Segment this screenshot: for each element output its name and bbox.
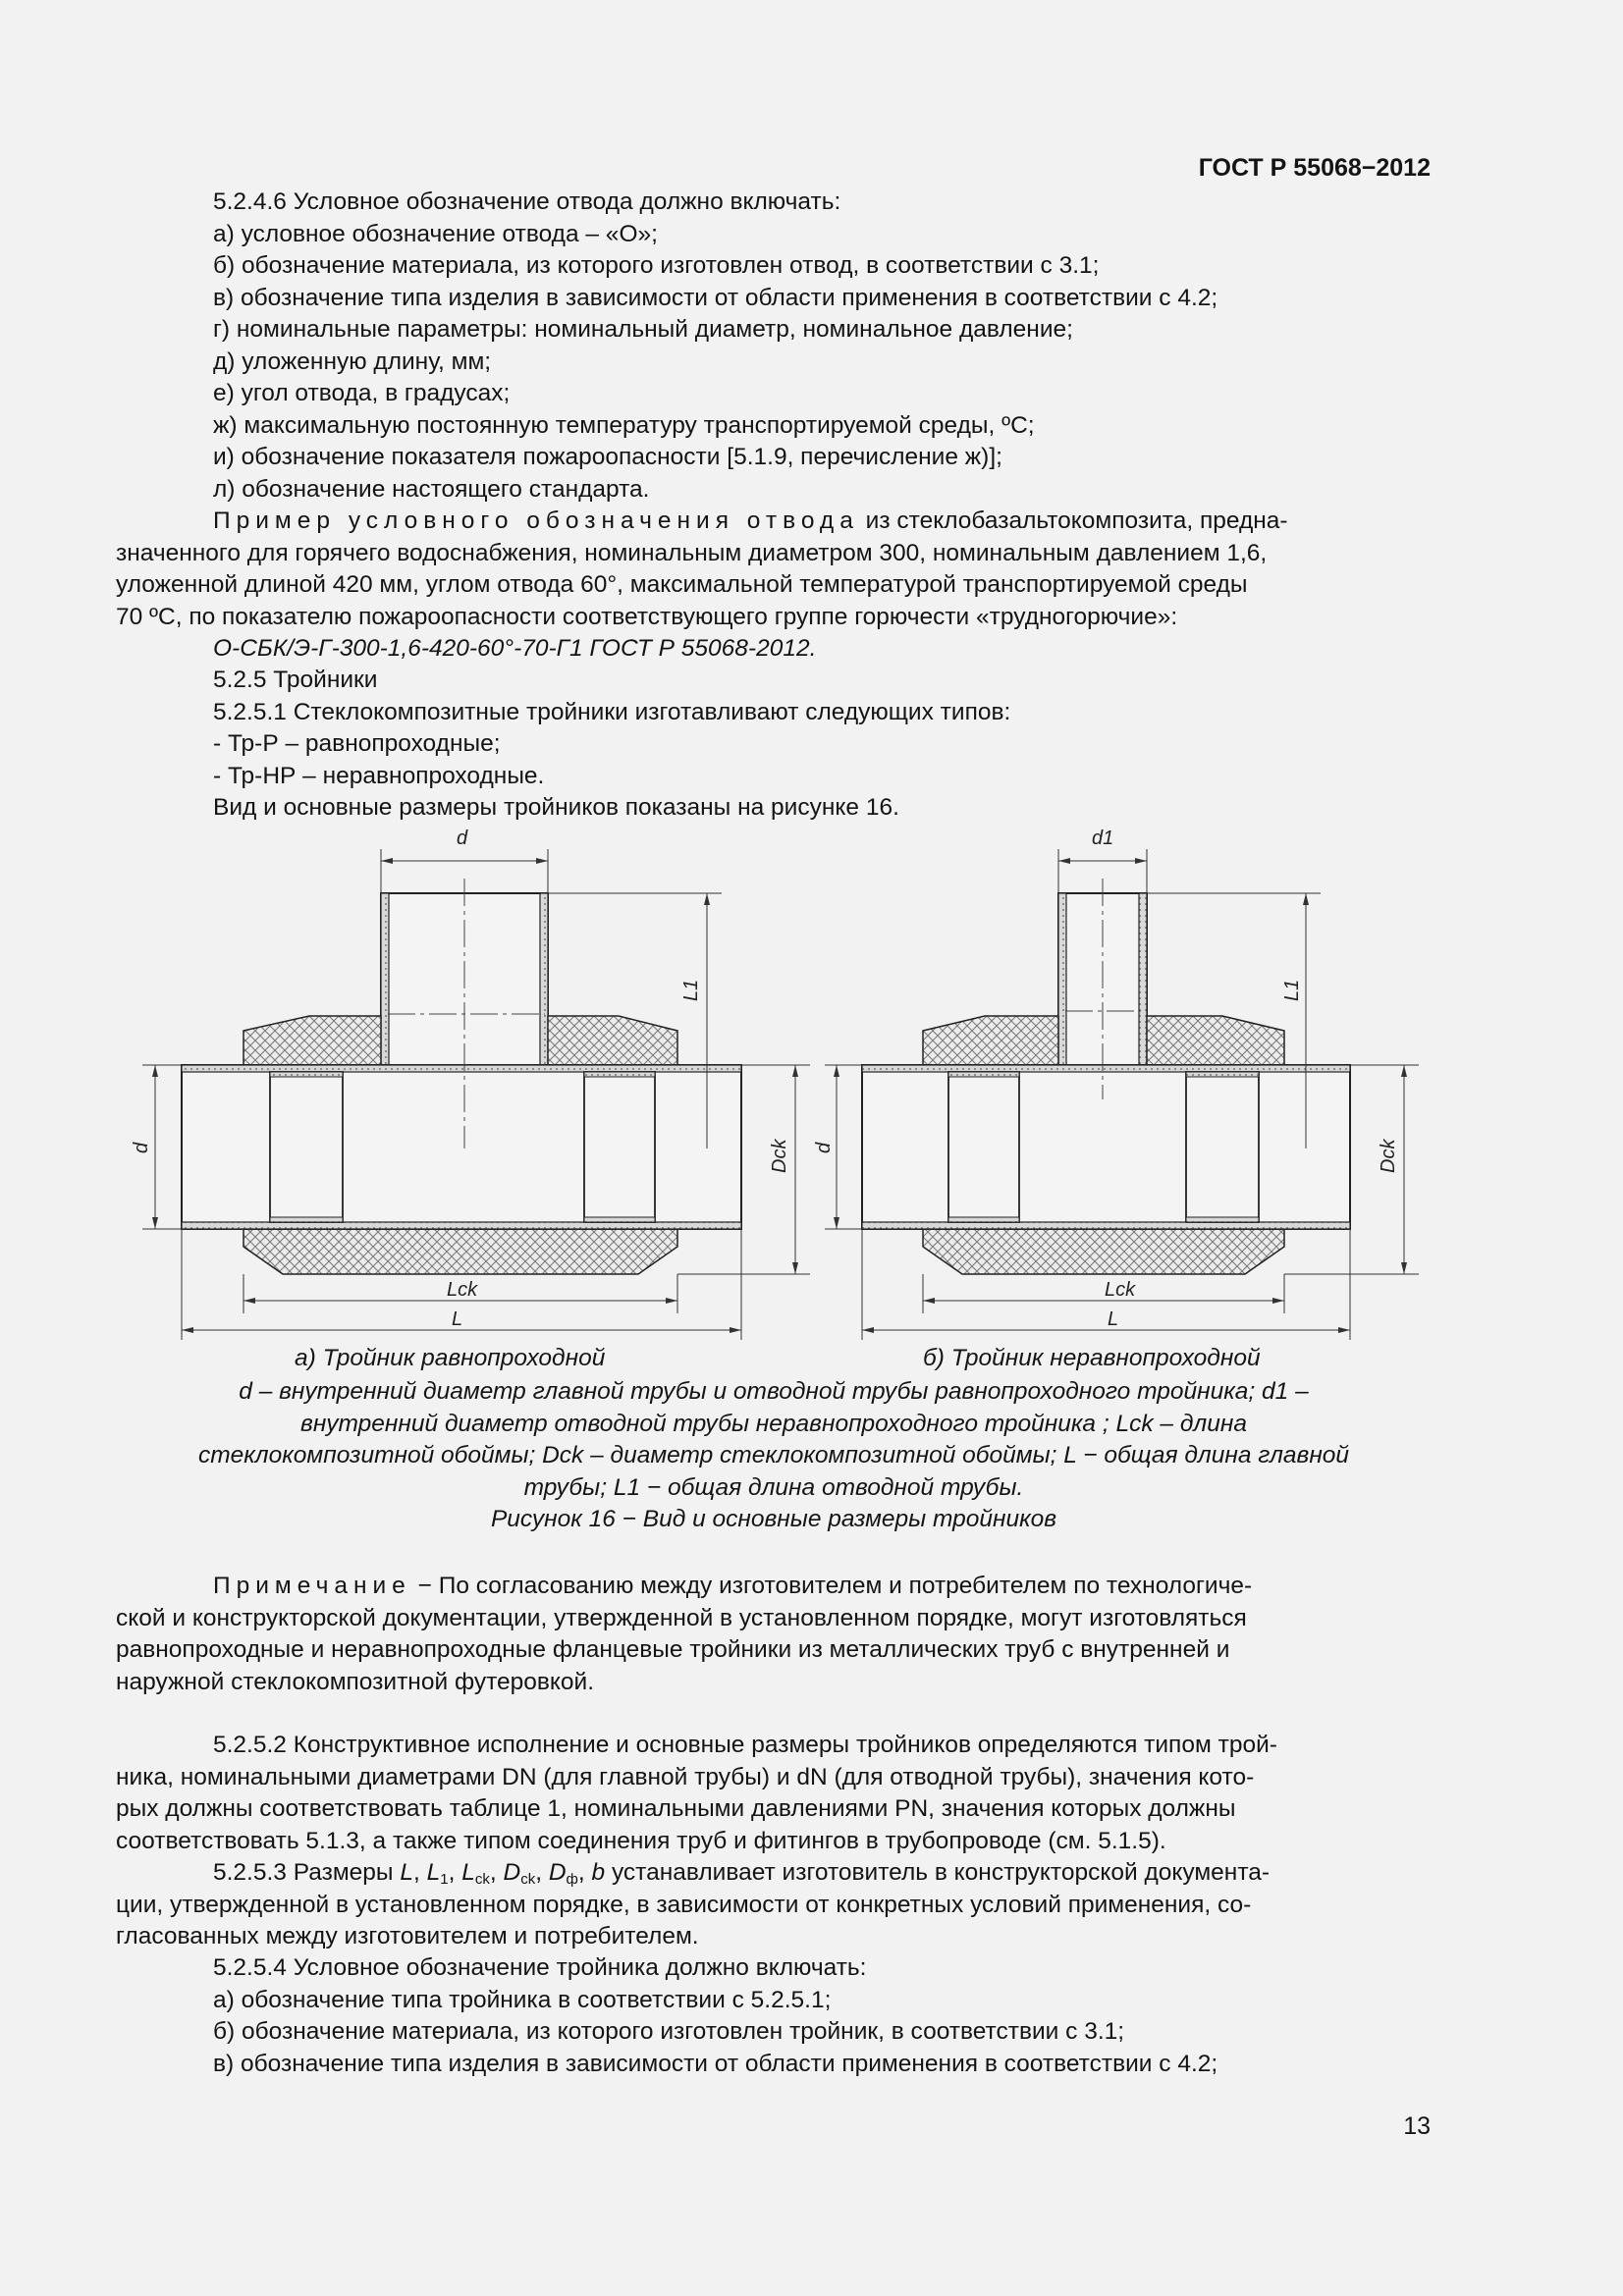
example-line: уложенной длиной 420 мм, углом отвода 60°, максимальной температурой транспортируемой среды xyxy=(116,571,1248,598)
example-lead: Пример условного обозначения отвода xyxy=(213,507,859,534)
list-item: д) уложенную длину, мм; xyxy=(213,347,492,375)
paragraph-line: 5.2.5.3 Размеры L, $L_1$, $L_{ck}$, $D_{ck}$, $D_ф$, b устанавливает изготовитель в конструкторской документа- xyxy=(213,1859,1271,1888)
paragraph-line: ции, утвержденной в установленном порядке, в зависимости от конкретных условий применения, со- xyxy=(116,1891,1252,1918)
dim-label-d-side: d xyxy=(131,1142,152,1153)
note-line xyxy=(116,1571,1432,1603)
symbol-L1-sub: 1 xyxy=(440,1871,449,1888)
figure-title: Рисунок 16 − Вид и основные размеры тройников xyxy=(490,1506,1057,1532)
figure-reference: Вид и основные размеры тройников показаны на рисунке 16. xyxy=(213,794,899,821)
page-number: 13 xyxy=(1403,2112,1431,2140)
clause-prefix: 5.2.5.3 Размеры xyxy=(213,1859,394,1886)
list-item: в) обозначение типа изделия в зависимости от области применения в соответствии с 4.2; xyxy=(213,284,1218,311)
paragraph-line: гласованных между изготовителем и потребителем. xyxy=(116,1923,699,1949)
legend-line: d – внутренний диаметр главной трубы и отводной трубы равнопроходного тройника; d1 – xyxy=(239,1378,1309,1405)
clause-title: 5.2.5.4 Условное обозначение тройника должно включать: xyxy=(213,1954,867,1981)
paragraph-line: соответствовать 5.1.3, а также типом соединения труб и фитингов в трубопроводе (см. 5.1.5). xyxy=(116,1827,1166,1854)
example-line: значенного для горячего водоснабжения, номинальным диаметром 300, номинальным давлением 1,6, xyxy=(116,539,1268,566)
example-line: 70 ºC, по показателю пожароопасности соответствующего группе горючести «трудногорючие»: xyxy=(116,603,1178,630)
legend-line: внутренний диаметр отводной трубы неравнопроходного тройника ; Lck – длина xyxy=(300,1410,1247,1437)
list-item: б) обозначение материала, из которого изготовлен тройник, в соответствии с 3.1; xyxy=(213,2018,1125,2045)
note-block xyxy=(116,1571,1432,1698)
example-line-rest: из стеклобазальтокомпозита, предна- xyxy=(865,507,1288,534)
dim-label-d-side: d xyxy=(813,1142,835,1153)
symbol-L1: L xyxy=(426,1859,441,1886)
note-lead: Примечание xyxy=(213,1573,411,1599)
paragraph-line: 5.2.5.2 Конструктивное исполнение и основные размеры тройников определяются типом трой- xyxy=(213,1732,1277,1758)
list-item: л) обозначение настоящего стандарта. xyxy=(213,475,650,503)
dim-label-Lck: Lck xyxy=(447,1279,478,1301)
caption-equal-tee: а) Тройник равнопроходной xyxy=(295,1345,606,1371)
clause-title: 5.2.5.1 Стеклокомпозитные тройники изготавливают следующих типов: xyxy=(213,698,1011,725)
figure-legend xyxy=(116,1376,1432,1536)
clause-5-2-5-4 xyxy=(116,1952,1432,2080)
note-line-rest: − По согласованию между изготовителем и потребителем по технологиче- xyxy=(417,1573,1253,1599)
clause-5-2-5-3 xyxy=(116,1857,1432,1953)
list-item: а) обозначение типа тройника в соответствии с 5.2.5.1; xyxy=(213,1986,832,2013)
symbol-Dck-sub: ck xyxy=(520,1871,536,1888)
example-designation: О-СБК/Э-Г-300-1,6-420-60°-70-Г1 ГОСТ Р 55068-2012. xyxy=(213,635,817,662)
list-item: - Тр-Р – равнопроходные; xyxy=(213,730,501,757)
section-heading: 5.2.5 Тройники xyxy=(213,667,378,693)
dim-label-L: L xyxy=(1108,1308,1119,1330)
symbol-Lck: L xyxy=(461,1859,475,1886)
dim-label-Dck: Dck xyxy=(1378,1139,1399,1173)
tee-unequal-drawing xyxy=(825,849,1419,1340)
list-item: ж) максимальную постоянную температуру транспортируемой среды, ºC; xyxy=(213,411,1035,439)
legend-line: трубы; L1 − общая длина отводной трубы. xyxy=(523,1473,1024,1501)
symbol-Df: D xyxy=(548,1859,567,1886)
note-line: ской и конструкторской документации, утвержденной в установленном порядке, могут изготовляться xyxy=(116,1604,1247,1631)
clause-title: 5.2.4.6 Условное обозначение отвода должно включать: xyxy=(213,188,841,215)
list-item: г) номинальные параметры: номинальный диаметр, номинальное давление; xyxy=(213,316,1073,343)
symbol-b: b xyxy=(591,1859,606,1886)
note-line: наружной стеклокомпозитной футеровкой. xyxy=(116,1668,595,1695)
list-item: и) обозначение показателя пожароопасности [5.1.9, перечисление ж)]; xyxy=(213,444,1002,470)
dim-label-L1: L1 xyxy=(680,979,702,1001)
symbol-Dck: D xyxy=(503,1859,521,1886)
list-item: а) условное обозначение отвода – «О»; xyxy=(213,220,658,247)
caption-unequal-tee: б) Тройник неравнопроходной xyxy=(923,1345,1261,1371)
paragraph-line: ника, номинальными диаметрами DN (для главной трубы) и dN (для отводной трубы), значения кото- xyxy=(116,1763,1255,1790)
list-item: б) обозначение материала, из которого изготовлен отвод, в соответствии с 3.1; xyxy=(213,252,1100,279)
dim-label-L1: L1 xyxy=(1281,979,1303,1001)
clause-5-2-5-2 xyxy=(116,1730,1432,1857)
legend-line: стеклокомпозитной обоймы; Dck – диаметр стеклокомпозитной обоймы; L − общая длина главной xyxy=(197,1442,1350,1468)
dim-label-Lck: Lck xyxy=(1105,1279,1136,1301)
symbol-Df-sub: ф xyxy=(566,1871,578,1888)
list-item: е) угол отвода, в градусах; xyxy=(213,380,511,406)
tee-equal-drawing xyxy=(142,849,810,1340)
dim-label-L: L xyxy=(452,1308,463,1330)
standard-code-header: ГОСТ Р 55068−2012 xyxy=(1198,154,1431,182)
clause-suffix: устанавливает изготовитель в конструкторской документа- xyxy=(611,1859,1271,1886)
dim-label-d-top: d xyxy=(457,828,468,849)
dim-label-d1-top: d1 xyxy=(1092,828,1114,849)
paragraph-line: рых должны соответствовать таблице 1, номинальными давлениями PN, значения которых должны xyxy=(116,1795,1236,1822)
symbol-L: L xyxy=(400,1859,413,1886)
dim-label-Dck: Dck xyxy=(769,1139,790,1173)
list-item: в) обозначение типа изделия в зависимости от области применения в соответствии с 4.2; xyxy=(213,2050,1218,2077)
note-line: равнопроходные и неравнопроходные фланцевые тройники из металлических труб с внутренней и xyxy=(116,1636,1230,1663)
symbol-Lck-sub: ck xyxy=(474,1871,490,1888)
list-item: - Тр-НР – неравнопроходные. xyxy=(213,762,545,789)
